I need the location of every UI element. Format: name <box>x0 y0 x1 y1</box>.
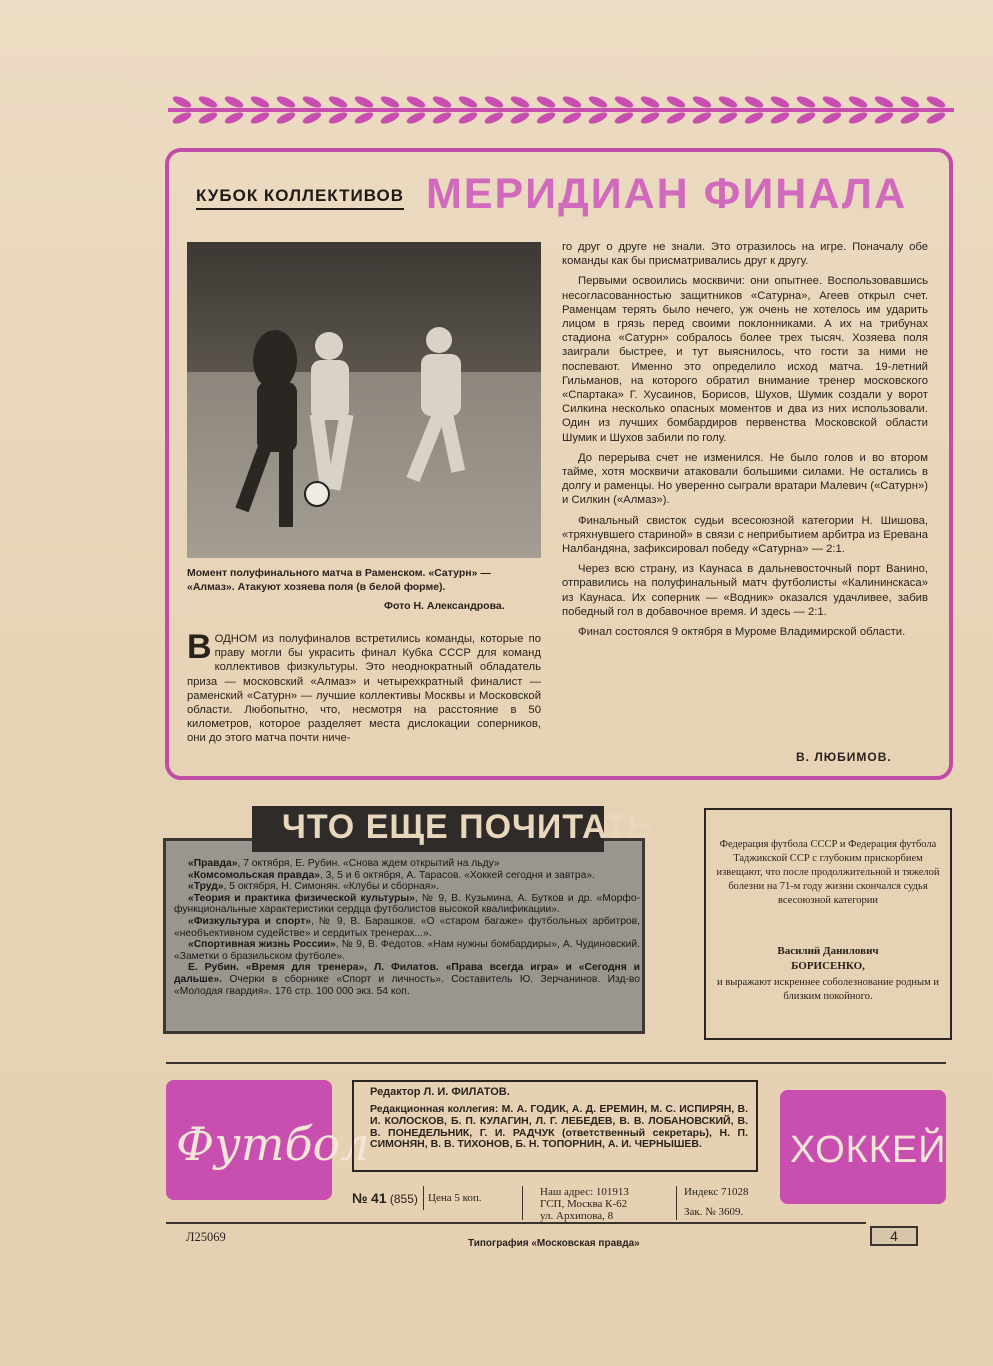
obituary-text: Федерация футбола СССР и Федерация футбола Таджикской ССР с глубоким прискорбием извещают, что после продолжительной и тяжелой болезни на 71-м году жизни скончался судья всесоюзной категории <box>716 839 940 906</box>
laurel-leaf <box>535 94 557 110</box>
obituary-closing: и выражают искреннее соболезнование родным и близким покойного. <box>717 977 939 1002</box>
laurel-leaf <box>691 94 713 110</box>
laurel-leaf <box>587 94 609 110</box>
laurel-leaf <box>457 110 479 126</box>
article-paragraph: Через всю страну, из Каунаса в дальневосточный порт Ванино, отправились на полуфинальный матч футболисты «Калининскаса» из Каунаса. Их соперник — «Водник» оказался удачливее, забив победный гол в добавочное время. И здесь — 2:1. <box>562 563 928 618</box>
laurel-leaf <box>743 94 765 110</box>
article-lead-text: ОДНОМ из полуфиналов встретились команды, которые по праву могли бы украсить финал Кубка СССР для команд коллективов физкультуры. Это неоднократный обладатель приза — московский «Алмаз» и четырехкратный финалист — раменский «Сатурн» — лучшие коллективы Москвы и Московской области. Любопытно, что, несмотря на расстояние в 50 километров, которое разделяет места дислокации соперников, они до этого матча почти ниче- <box>187 633 541 745</box>
reading-source: «Физкультура и спорт» <box>188 915 311 927</box>
laurel-leaf <box>665 94 687 110</box>
divider <box>166 1222 866 1224</box>
laurel-leaf <box>353 94 375 110</box>
laurel-leaf <box>275 110 297 126</box>
photo-credit: Фото Н. Александрова. <box>384 600 505 612</box>
drop-cap: В <box>187 628 212 666</box>
laurel-leaf <box>925 110 947 126</box>
divider <box>166 1062 946 1064</box>
obituary-name-line: Василий Данилович <box>777 945 879 957</box>
reading-source: «Труд» <box>188 881 224 893</box>
editorial-board: Редакционная коллегия: М. А. ГОДИК, А. Д. ЕРЕМИН, М. С. ИСПИРЯН, В. И. КОЛОСКОВ, Б. П. КУЛАГИН, Л. Г. ЛЕБЕДЕВ, В. В. ЛОБАНОВСКИЙ, В. В. ПОНЕДЕЛЬНИК, Г. И. РАДЧУК (ответственный секретарь), Н. П. СИМОНЯН, В. В. ТИХОНОВ, Б. Н. ТОПОРНИН, А. И. ЧЕРНЫШЕВ. <box>370 1103 748 1151</box>
laurel-leaf <box>483 94 505 110</box>
laurel-leaf <box>171 110 193 126</box>
issue-number <box>352 1190 418 1206</box>
laurel-leaf <box>873 110 895 126</box>
footer-printer: Типография «Московская правда» <box>468 1238 640 1249</box>
reading-entry-text: , 5 октября, Н. Симонян. «Клубы и сборная». <box>223 881 439 893</box>
issue-total: (855) <box>389 1192 418 1206</box>
laurel-leaf <box>717 110 739 126</box>
laurel-leaf <box>197 94 219 110</box>
reading-source: «Правда» <box>188 858 238 869</box>
laurel-leaf <box>431 110 453 126</box>
laurel-leaf <box>509 110 531 126</box>
list-item <box>174 858 640 870</box>
laurel-leaf <box>691 110 713 126</box>
article-headline: МЕРИДИАН ФИНАЛА <box>426 170 908 218</box>
divider <box>676 1186 677 1220</box>
hockey-logo <box>780 1090 946 1204</box>
reading-entry-text: , № 9, В. Барашков. «О «старом багаже» футбольных арбитров, «необъективном судействе» и сердитых тренерах...». <box>174 915 640 939</box>
laurel-ornament <box>168 92 954 128</box>
divider <box>423 1186 424 1210</box>
index: Индекс 71028 <box>684 1186 749 1198</box>
reading-entry-text: Очерки в сборнике «Спорт и личность». Составитель Ю. Зерчанинов. Изд-во «Молодая гвардия». 176 стр. 100 000 экз. 54 коп. <box>174 973 640 997</box>
article-paragraph: До перерыва счет не изменился. Не было голов и во втором тайме, хотя москвичи атаковали большими силами. Не остались в долгу и раменцы. Но уверенно сыграли вратари Малевич («Сатурн») и Силкин («Алмаз»). <box>562 451 928 507</box>
laurel-leaf <box>249 110 271 126</box>
laurel-leaf <box>639 94 661 110</box>
laurel-leaf <box>535 110 557 126</box>
laurel-leaf <box>665 110 687 126</box>
laurel-leaf <box>457 94 479 110</box>
laurel-leaf <box>405 110 427 126</box>
reading-source: «Комсомольская правда» <box>188 869 320 881</box>
laurel-leaf <box>223 94 245 110</box>
reading-entry-text: , 3, 5 и 6 октября, А. Тарасов. «Хоккей сегодня и завтра». <box>319 869 595 881</box>
laurel-leaf <box>847 110 869 126</box>
address-line: Наш адрес: 101913 <box>540 1186 629 1198</box>
editor-line: Редактор Л. И. ФИЛАТОВ. <box>370 1086 510 1098</box>
laurel-leaf <box>327 94 349 110</box>
laurel-leaf <box>613 94 635 110</box>
laurel-leaf <box>925 94 947 110</box>
laurel-leaf <box>769 110 791 126</box>
laurel-leaf <box>327 110 349 126</box>
football-logo-text: Футбол <box>176 1117 370 1171</box>
laurel-leaf <box>561 94 583 110</box>
laurel-leaf <box>197 110 219 126</box>
issue-value: 41 <box>370 1190 387 1206</box>
laurel-leaf <box>613 110 635 126</box>
laurel-leaf <box>769 94 791 110</box>
list-item <box>174 939 640 962</box>
reading-source: «Теория и практика физической культуры» <box>188 892 415 904</box>
list-item <box>174 893 640 916</box>
laurel-leaf <box>171 94 193 110</box>
reading-list <box>174 858 640 997</box>
laurel-leaf <box>743 110 765 126</box>
list-item <box>174 870 640 882</box>
laurel-leaf <box>379 110 401 126</box>
list-item <box>174 962 640 997</box>
laurel-leaf <box>275 94 297 110</box>
laurel-leaf <box>249 94 271 110</box>
laurel-leaf <box>223 110 245 126</box>
divider <box>522 1186 523 1220</box>
address <box>540 1186 629 1222</box>
laurel-leaf <box>795 94 817 110</box>
reading-entry-text: , 7 октября, Е. Рубин. «Снова ждем открытий на льду» <box>237 858 500 869</box>
reading-source: Е. Рубин. «Время для тренера», Л. Филатов. «Права всегда игра» и «Сегодня и дальше». <box>174 962 640 985</box>
laurel-leaf <box>821 94 843 110</box>
article-paragraph: Первыми освоились москвичи: они опытнее. Воспользовавшись несогласованностью защитников «Сатурна», Агеев открыл счет. Раменцам терять было нечего, уж очень не хотелось им ударить лицом в грязь перед своими поклонниками. А их на трибунах стадиона «Сатурн» собралось более трех тысяч. Хозяева поля заиграли быстрее, и тут выяснилось, что гости за ними не поспевают. Именно это определило исход матча. 19-летний Гильманов, на которого обратил внимание тренер московского «Спартака» Г. Хусаинов, Борисов, Шухов, Шумик создали у ворот Силкина несколько опасных моментов и два из них использовали. Один из лучших бомбардиров первенства Московской области Шумик и Шухов забили по голу. <box>562 275 928 444</box>
laurel-leaf <box>795 110 817 126</box>
reading-source: «Спортивная жизнь России» <box>188 939 336 951</box>
laurel-leaf <box>509 94 531 110</box>
article-author: В. ЛЮБИМОВ. <box>796 750 892 764</box>
reading-title: ЧТО ЕЩЕ ПОЧИТАТЬ <box>282 808 654 846</box>
section-label: КУБОК КОЛЛЕКТИВОВ <box>196 186 404 210</box>
article-paragraph: го друг о друге не знали. Это отразилось на игре. Поначалу обе команды как бы присматривались друг к другу. <box>562 241 928 268</box>
laurel-leaf <box>847 94 869 110</box>
page-number: 4 <box>870 1226 918 1246</box>
laurel-leaf <box>353 110 375 126</box>
laurel-leaf <box>301 94 323 110</box>
laurel-leaf <box>561 110 583 126</box>
article-paragraph: Финал состоялся 9 октября в Муроме Владимирской области. <box>578 626 906 639</box>
laurel-leaf <box>899 94 921 110</box>
obituary-surname: БОРИСЕНКО, <box>791 960 865 972</box>
laurel-leaf <box>587 110 609 126</box>
address-line: ГСП, Москва К-62 <box>540 1198 628 1210</box>
reading-entry-text: , № 9, В. Федотов. «Нам нужны бомбардиры», А. Чудиновский. «Заметки о бразильском футболе». <box>174 939 640 962</box>
match-photo <box>187 242 541 558</box>
laurel-leaf <box>899 110 921 126</box>
article-paragraph: Финальный свисток судьи всесоюзной категории Н. Шишова, «тряхнувшего стариной» в связи с неприбытием арбитра из Еревана Налбандяна, зафиксировал победу «Сатурна» — 2:1. <box>562 514 928 556</box>
laurel-leaf <box>821 110 843 126</box>
obituary-name <box>714 944 942 974</box>
price: Цена 5 коп. <box>428 1192 482 1204</box>
laurel-leaf <box>301 110 323 126</box>
address-line: ул. Архипова, 8 <box>540 1210 614 1222</box>
issue-label: № <box>352 1190 368 1206</box>
list-item <box>174 881 640 893</box>
order-number: Зак. № 3609. <box>684 1206 744 1218</box>
laurel-leaf <box>431 94 453 110</box>
footer-code: Л25069 <box>186 1230 226 1244</box>
article-column-right <box>562 240 928 645</box>
laurel-leaf <box>717 94 739 110</box>
laurel-leaf <box>873 94 895 110</box>
article-paragraph <box>187 628 541 746</box>
laurel-leaf <box>483 110 505 126</box>
laurel-leaf <box>379 94 401 110</box>
hockey-logo-text: ХОККЕЙ <box>790 1129 947 1171</box>
laurel-leaf <box>405 94 427 110</box>
laurel-leaf <box>639 110 661 126</box>
article-column-left <box>187 628 541 752</box>
list-item <box>174 916 640 939</box>
photo-caption: Момент полуфинального матча в Раменском. «Сатурн» — «Алмаз». Атакуют хозяева поля (в белой форме). <box>187 567 491 593</box>
reading-entry-text: , № 9, В. Кузьмина, А. Бутков и др. «Морфо-функциональные характеристики сердца футболистов высокой квалификации». <box>174 892 640 916</box>
